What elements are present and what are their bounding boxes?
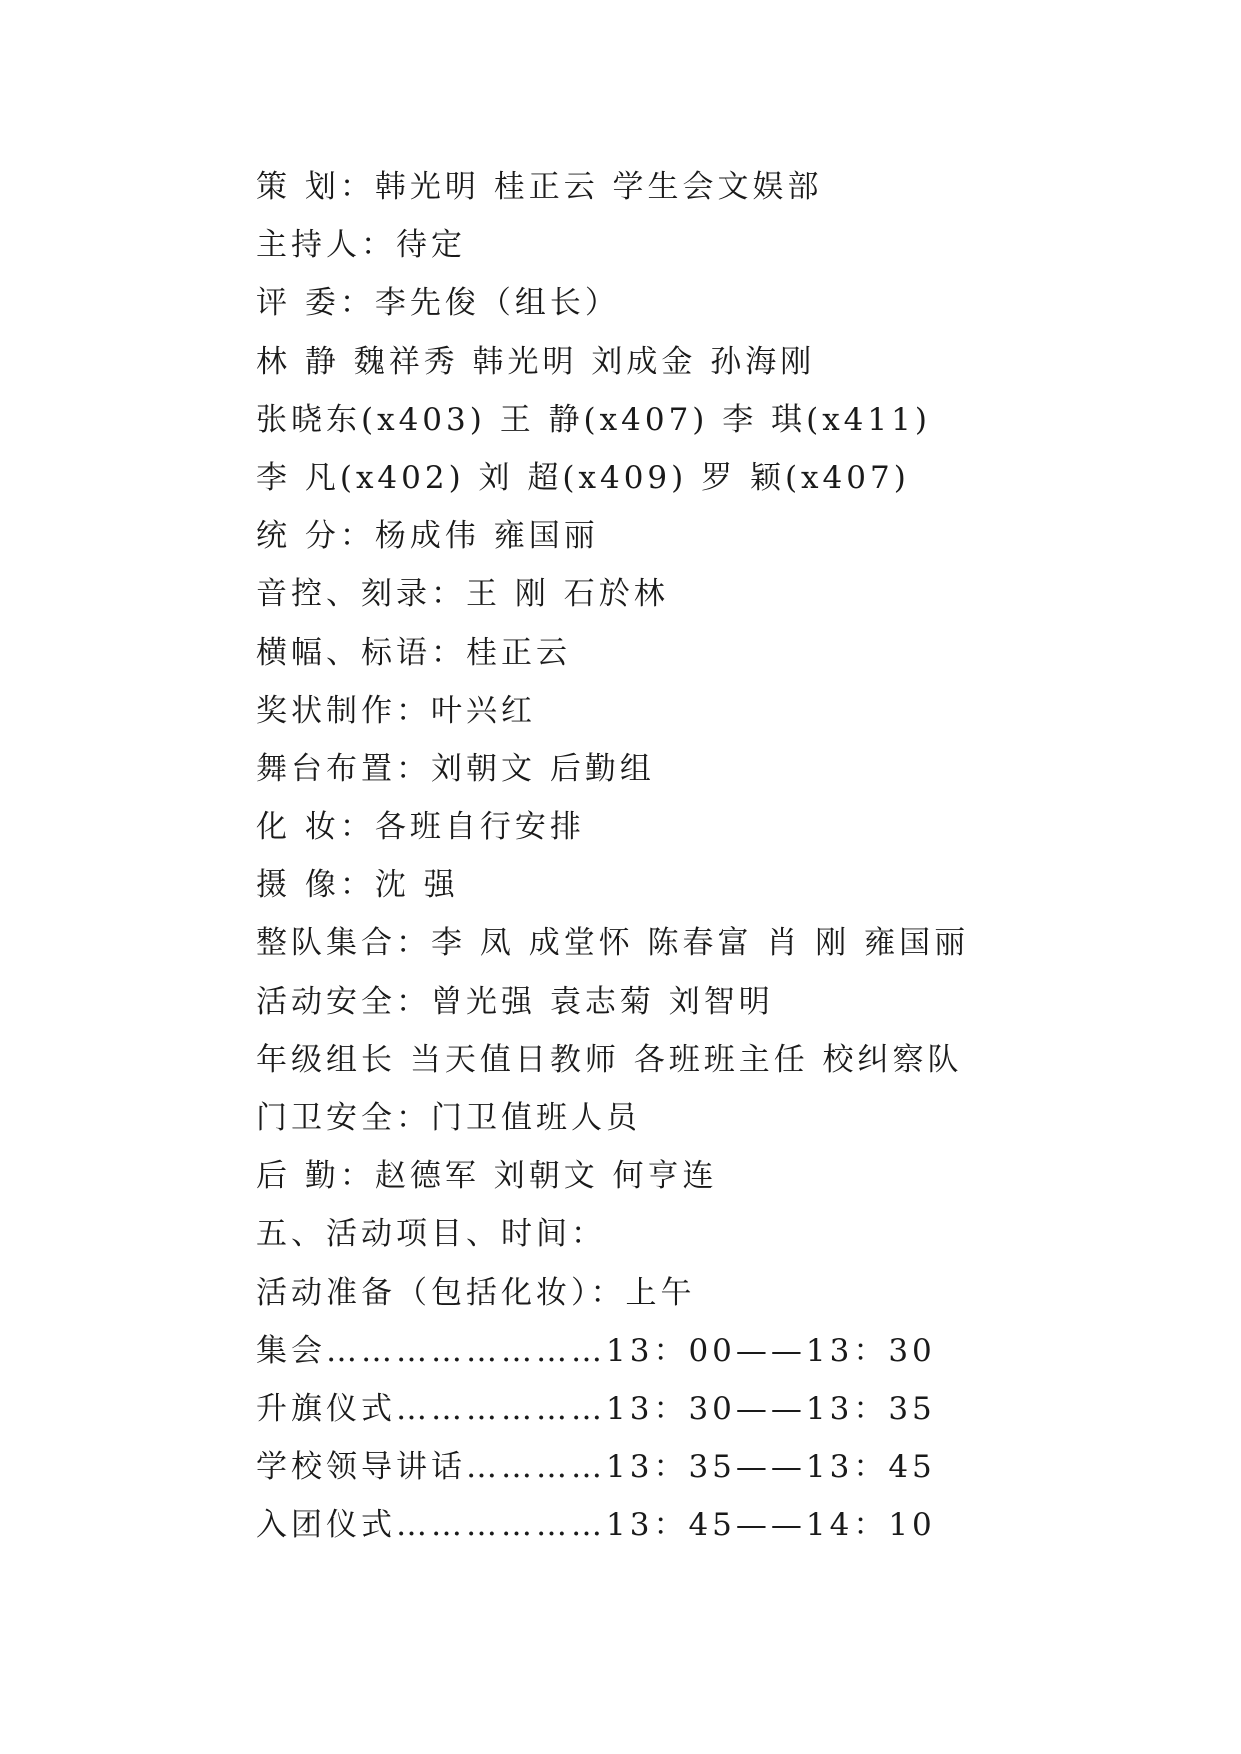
schedule-item-leader-speech: 学校领导讲话…………13：35——13：45	[256, 1449, 936, 1486]
scoring-line: 统 分：杨成伟 雍国丽	[256, 518, 599, 555]
stage-setup-line: 舞台布置：刘朝文 后勤组	[256, 750, 655, 787]
certificate-line: 奖状制作：叶兴红	[256, 692, 536, 729]
staff-line: 年级组长 当天值日教师 各班班主任 校纠察队	[256, 1041, 963, 1078]
section-heading-schedule: 五、活动项目、时间：	[256, 1216, 606, 1253]
schedule-item-league-ceremony: 入团仪式………………13：45——14：10	[256, 1507, 936, 1544]
document-body	[256, 158, 1156, 1555]
makeup-line: 化 妆：各班自行安排	[256, 809, 585, 846]
banner-slogan-line: 横幅、标语：桂正云	[256, 634, 571, 671]
planning-line: 策 划：韩光明 桂正云 学生会文娱部	[256, 169, 823, 205]
camera-line: 摄 像：沈 强	[256, 867, 459, 904]
schedule-item-assembly: 集会……………………13：00——13：30	[256, 1332, 936, 1369]
activity-safety-line: 活动安全：曾光强 袁志菊 刘智明	[256, 983, 774, 1020]
judges-line: 评 委：李先俊（组长）	[256, 285, 620, 322]
assembly-line: 整队集合：李 凤 成堂怀 陈春富 肖 刚 雍国丽	[256, 925, 970, 962]
gate-safety-line: 门卫安全：门卫值班人员	[256, 1100, 641, 1136]
preparation-line: 活动准备（包括化妆）：上午	[256, 1274, 696, 1311]
audio-recording-line: 音控、刻录：王 刚 石於林	[256, 576, 669, 613]
judges-students-line-1: 张晓东(x403) 王 静(x407) 李 琪(x411)	[256, 401, 931, 438]
schedule-item-flag-raising: 升旗仪式………………13：30——13：35	[256, 1390, 936, 1427]
judges-students-line-2: 李 凡(x402) 刘 超(x409) 罗 颖(x407)	[256, 459, 910, 496]
judges-members-line: 林 静 魏祥秀 韩光明 刘成金 孙海刚	[256, 343, 816, 380]
host-line: 主持人：待定	[256, 227, 466, 264]
logistics-line: 后 勤：赵德军 刘朝文 何亨连	[256, 1158, 718, 1195]
